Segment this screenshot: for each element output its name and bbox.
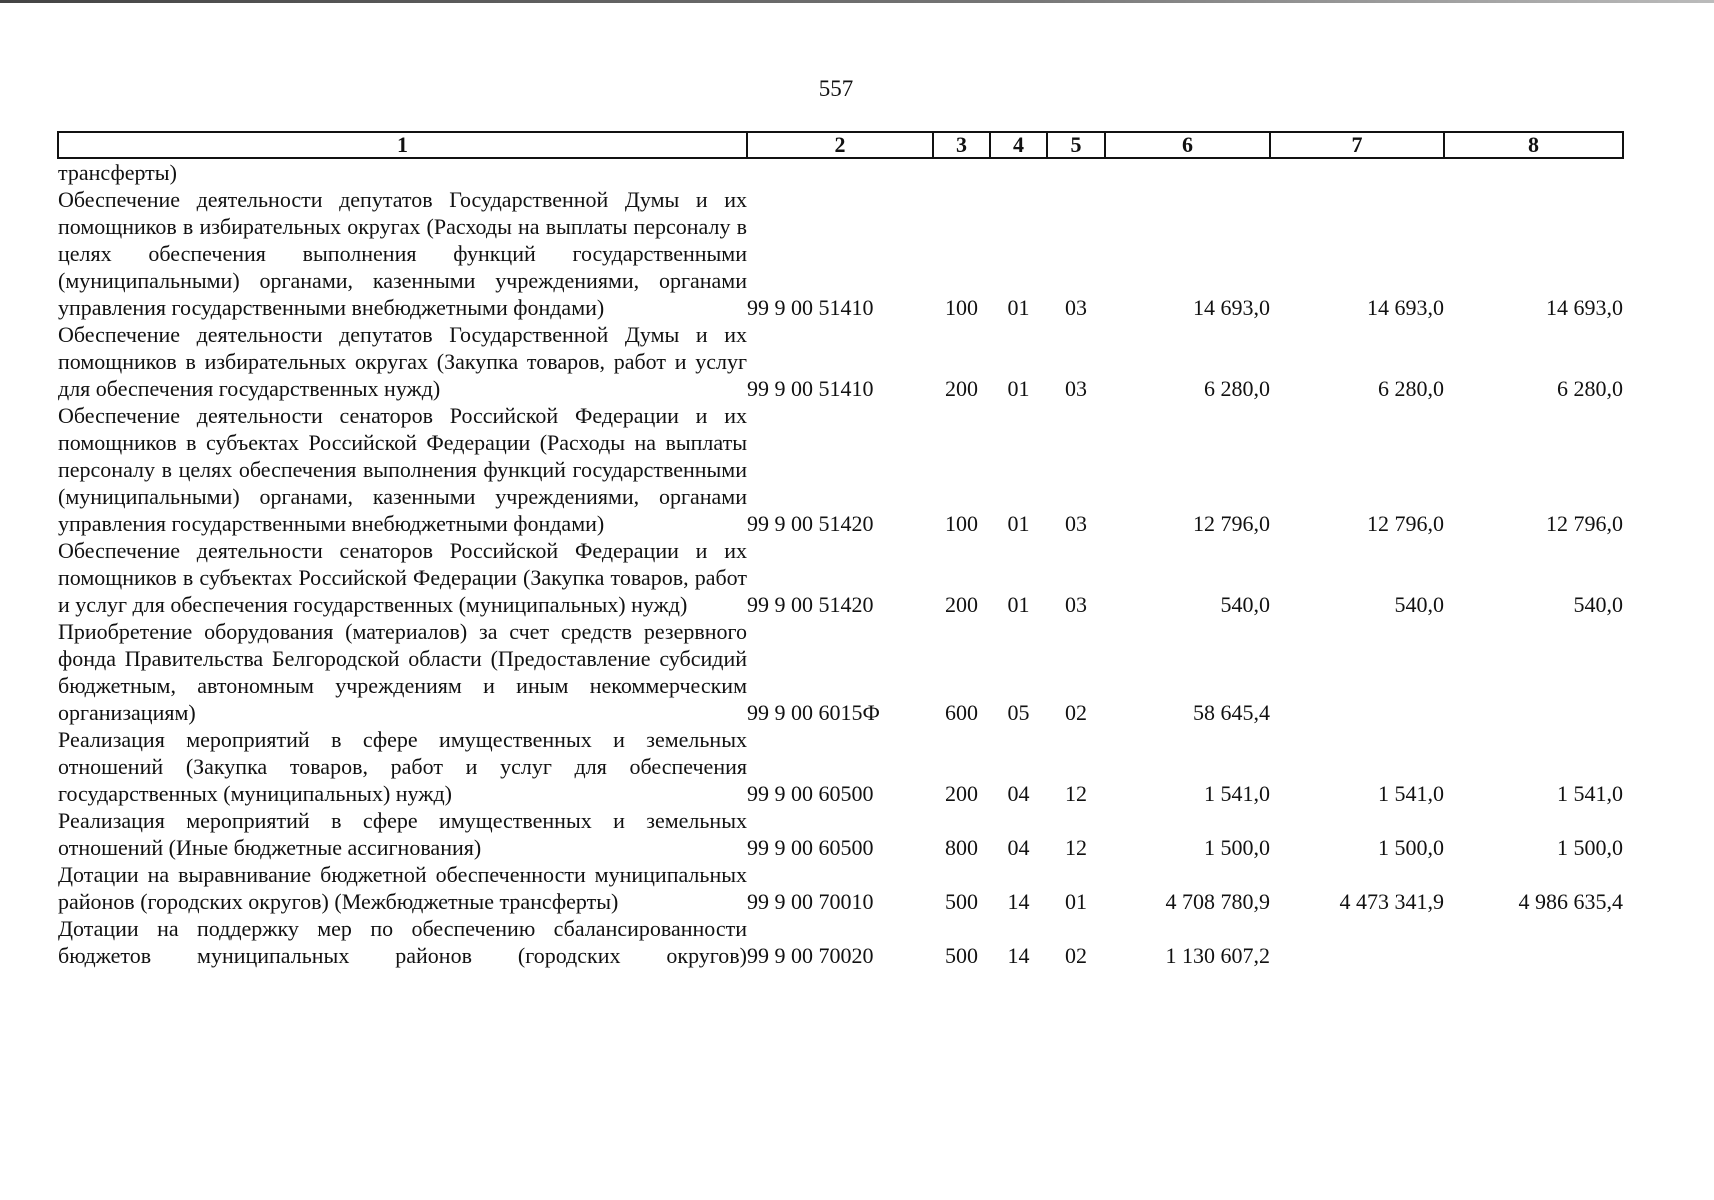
continuation-text: трансферты) (58, 160, 177, 185)
row-value-col7: 6 280,0 (1378, 376, 1444, 401)
row-col4: 05 (1007, 700, 1030, 725)
row-name: Обеспечение деятельности сенаторов Российской Федерации и их помощников в субъектах Российской Федерации (Закупка товаров, работ и услуг для обеспечения государственных (муниципальных) нужд) (58, 538, 747, 617)
column-header-6: 6 (1105, 132, 1270, 158)
row-col3: 200 (945, 376, 978, 401)
row-col4: 01 (1007, 376, 1030, 401)
row-col5: 12 (1065, 781, 1087, 806)
row-col3: 100 (945, 295, 978, 320)
table-row (58, 186, 1623, 321)
row-value-col7: 540,0 (1394, 592, 1444, 617)
row-name: Обеспечение деятельности депутатов Государственной Думы и их помощников в избирательных округах (Расходы на выплаты персоналу в целях обеспечения выполнения функций государственными (муниципальными) органами, казенными учреждениями, органами управления государственными внебюджетными фондами) (58, 187, 747, 320)
row-value-col7 (1270, 618, 1444, 726)
row-col4: 14 (1007, 889, 1030, 914)
row-col5: 03 (1065, 592, 1087, 617)
row-col3: 600 (945, 700, 978, 725)
row-code: 99 9 00 51410 (747, 295, 874, 320)
scan-edge-line (0, 0, 1714, 3)
row-value-col6: 6 280,0 (1204, 376, 1270, 401)
row-code: 99 9 00 51420 (747, 511, 874, 536)
row-value-col7 (1270, 915, 1444, 969)
row-col4: 01 (1007, 295, 1030, 320)
row-name: Реализация мероприятий в сфере имущественных и земельных отношений (Иные бюджетные ассигнования) (58, 808, 747, 860)
budget-table (57, 131, 1624, 969)
row-col5: 03 (1065, 511, 1087, 536)
row-code: 99 9 00 60500 (747, 781, 874, 806)
row-value-col6: 540,0 (1220, 592, 1270, 617)
column-number-header-row (58, 132, 1623, 158)
row-code: 99 9 00 70020 (747, 943, 874, 968)
row-value-col7: 1 541,0 (1378, 781, 1444, 806)
row-code: 99 9 00 51410 (747, 376, 874, 401)
row-value-col8: 1 500,0 (1557, 835, 1623, 860)
row-value-col6: 1 541,0 (1204, 781, 1270, 806)
row-value-col8 (1444, 618, 1623, 726)
row-value-col6: 1 130 607,2 (1165, 943, 1270, 968)
table-row (58, 618, 1623, 726)
column-header-3: 3 (933, 132, 990, 158)
row-col4: 01 (1007, 592, 1030, 617)
table-row (58, 915, 1623, 969)
row-col4: 01 (1007, 511, 1030, 536)
row-value-col7: 4 473 341,9 (1339, 889, 1444, 914)
row-value-col8 (1444, 915, 1623, 969)
row-col4: 04 (1007, 835, 1030, 860)
column-header-7: 7 (1270, 132, 1444, 158)
row-value-col8: 4 986 635,4 (1518, 889, 1623, 914)
row-col4: 04 (1007, 781, 1030, 806)
column-header-2: 2 (747, 132, 933, 158)
row-value-col8: 12 796,0 (1546, 511, 1623, 536)
page-number: 557 (818, 76, 854, 101)
row-value-col6: 58 645,4 (1193, 700, 1270, 725)
row-col5: 02 (1065, 700, 1087, 725)
row-value-col6: 4 708 780,9 (1165, 889, 1270, 914)
table-row (58, 321, 1623, 402)
row-value-col7: 1 500,0 (1378, 835, 1444, 860)
row-code: 99 9 00 51420 (747, 592, 874, 617)
row-value-col8: 6 280,0 (1557, 376, 1623, 401)
row-name: Обеспечение деятельности депутатов Государственной Думы и их помощников в избирательных округах (Закупка товаров, работ и услуг для обеспечения государственных нужд) (58, 322, 747, 401)
row-col3: 500 (945, 889, 978, 914)
row-value-col8: 540,0 (1573, 592, 1623, 617)
row-code: 99 9 00 6015Ф (747, 700, 880, 725)
row-value-col6: 14 693,0 (1193, 295, 1270, 320)
row-col4: 14 (1007, 943, 1030, 968)
table-row (58, 726, 1623, 807)
row-col5: 02 (1065, 943, 1087, 968)
row-code: 99 9 00 70010 (747, 889, 874, 914)
row-code: 99 9 00 60500 (747, 835, 874, 860)
row-name: Приобретение оборудования (материалов) за счет средств резервного фонда Правительства Белгородской области (Предоставление субсидий бюджетным, автономным учреждениям и иным некоммерческим организациям) (58, 619, 747, 725)
table-row (58, 402, 1623, 537)
continuation-row (58, 158, 1623, 186)
column-header-5: 5 (1047, 132, 1105, 158)
row-name: Обеспечение деятельности сенаторов Российской Федерации и их помощников в субъектах Российской Федерации (Расходы на выплаты персоналу в целях обеспечения выполнения функций государственными (муниципальными) органами, казенными учреждениями, органами управления государственными внебюджетными фондами) (58, 403, 747, 536)
row-col3: 200 (945, 592, 978, 617)
table-row (58, 537, 1623, 618)
row-name: Дотации на выравнивание бюджетной обеспеченности муниципальных районов (городских округов) (Межбюджетные трансферты) (58, 862, 747, 914)
row-col3: 100 (945, 511, 978, 536)
row-col3: 500 (945, 943, 978, 968)
row-col5: 03 (1065, 295, 1087, 320)
column-header-1: 1 (58, 132, 747, 158)
row-value-col6: 1 500,0 (1204, 835, 1270, 860)
row-col3: 800 (945, 835, 978, 860)
column-header-4: 4 (990, 132, 1047, 158)
row-value-col6: 12 796,0 (1193, 511, 1270, 536)
table-row (58, 807, 1623, 861)
row-col5: 03 (1065, 376, 1087, 401)
row-value-col7: 14 693,0 (1367, 295, 1444, 320)
row-value-col7: 12 796,0 (1367, 511, 1444, 536)
row-col3: 200 (945, 781, 978, 806)
row-col5: 01 (1065, 889, 1087, 914)
row-col5: 12 (1065, 835, 1087, 860)
row-value-col8: 1 541,0 (1557, 781, 1623, 806)
column-header-8: 8 (1444, 132, 1623, 158)
row-name: Дотации на поддержку мер по обеспечению сбалансированности бюджетов муниципальных районов (городских округов) (58, 916, 747, 968)
table-row (58, 861, 1623, 915)
row-name: Реализация мероприятий в сфере имущественных и земельных отношений (Закупка товаров, работ и услуг для обеспечения государственных (муниципальных) нужд) (58, 727, 747, 806)
row-value-col8: 14 693,0 (1546, 295, 1623, 320)
